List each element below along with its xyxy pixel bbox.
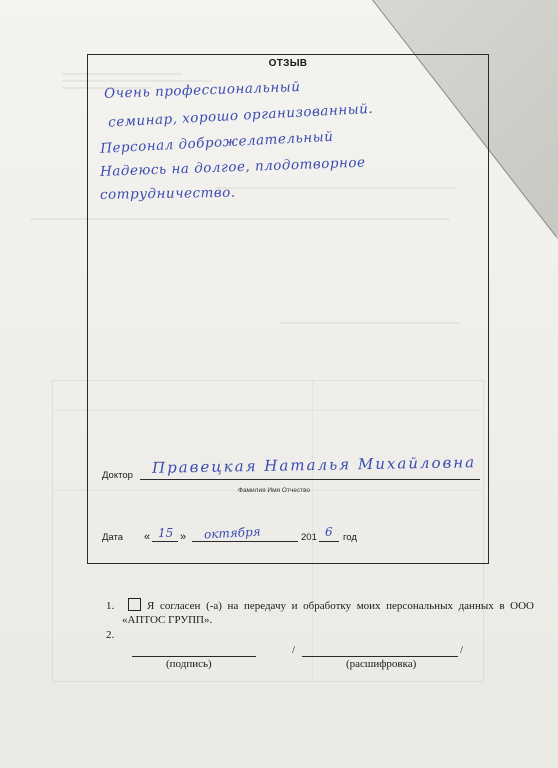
consent-item-1 [122, 598, 534, 627]
doctor-name-line [140, 479, 480, 480]
form-title: ОТЗЫВ [268, 58, 308, 69]
consent-item-1-number: 1. [106, 600, 115, 612]
date-label: Дата [102, 532, 124, 543]
doctor-name-handwritten: Правецкая Наталья Михайловна [151, 453, 477, 477]
review-box [87, 54, 489, 564]
doctor-label: Доктор [102, 470, 133, 481]
review-line: Персонал доброжелательный [99, 128, 334, 157]
date-day: 15 [158, 526, 174, 540]
decoding-caption: (расшифровка) [346, 658, 417, 670]
year-digit: 6 [325, 525, 333, 539]
consent-item-2-number: 2. [106, 629, 115, 641]
review-line: Очень профессиональный [103, 78, 301, 102]
date-open-quote: « [144, 531, 151, 543]
consent-text: Я согласен (-а) на передачу и обработку моих персональных данных в ООО «АПТОС ГРУПП». [122, 600, 534, 626]
signature-line [132, 656, 256, 657]
date-month: октября [203, 524, 261, 542]
date-day-line [152, 541, 178, 542]
date-close-quote: » [180, 531, 187, 543]
decoding-line [302, 656, 458, 657]
doctor-name-caption: Фамилия Имя Отчество [238, 487, 311, 494]
slash-left: / [292, 644, 296, 656]
year-digit-line [319, 541, 339, 542]
handwritten-review [98, 75, 438, 205]
year-suffix: год [343, 532, 357, 543]
review-line: семинар, хорошо организованный. [107, 100, 374, 131]
review-line: Надеюсь на долгое, плодотворное [99, 154, 366, 180]
date-month-line [192, 541, 298, 542]
signature-caption: (подпись) [166, 658, 212, 670]
slash-right: / [460, 644, 464, 656]
review-line: сотрудничество. [99, 184, 236, 203]
year-prefix: 201 [301, 532, 317, 543]
consent-checkbox[interactable] [128, 598, 141, 611]
